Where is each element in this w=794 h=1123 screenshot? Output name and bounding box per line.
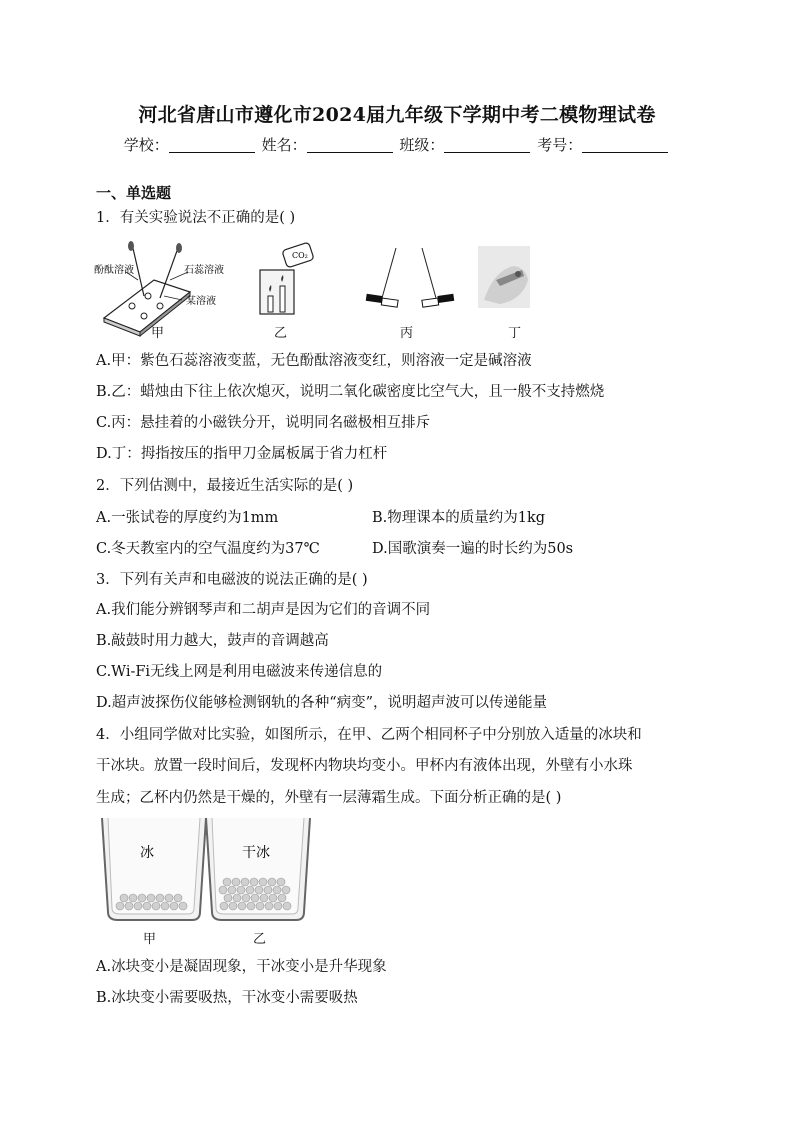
name-label: 姓名： (261, 136, 307, 154)
some-solution-label: 某溶液 (186, 296, 216, 307)
q4-caption-jia: 甲 (143, 932, 157, 947)
page-title: 河北省唐山市遵化市2024届九年级下学期中考二模物理试卷 (138, 104, 656, 126)
litmus-label: 石蕊溶液 (184, 265, 224, 276)
q2-option-d: D.国歌演奏一遍的时长约为50s (372, 541, 574, 557)
q4-option-a: A.冰块变小是凝固现象，干冰变小是升华现象 (96, 959, 387, 975)
co2-label: CO₂ (292, 251, 308, 260)
q1-option-b: B.乙：蜡烛由下往上依次熄灭，说明二氧化碳密度比空气大，且一般不支持燃烧 (96, 384, 605, 400)
q1-option-c: C.丙：悬挂着的小磁铁分开，说明同名磁极相互排斥 (96, 415, 431, 431)
nail-clipper-photo (478, 246, 530, 308)
q3-option-c: C.Wi-Fi无线上网是利用电磁波来传递信息的 (96, 664, 383, 680)
q4-stem-line1: 4．小组同学做对比实验，如图所示，在甲、乙两个相同杯子中分别放入适量的冰块和 (96, 727, 642, 743)
q2-stem: 2．下列估测中，最接近生活实际的是( ) (96, 478, 354, 494)
ice-label: 冰 (140, 845, 154, 861)
q2-option-a: A.一张试卷的厚度约为1mm (96, 510, 279, 526)
q1-caption-jia: 甲 (151, 326, 165, 341)
q3-stem: 3．下列有关声和电磁波的说法正确的是( ) (96, 572, 368, 588)
q3-option-b: B.敲鼓时用力越大，鼓声的音调越高 (96, 633, 329, 649)
q4-stem-line2: 干冰块。放置一段时间后，发现杯内物块均变小。甲杯内有液体出现，外壁有小水珠 (96, 758, 633, 774)
dry-ice-label: 干冰 (242, 845, 270, 861)
q4-option-b: B.冰块变小需要吸热，干冰变小需要吸热 (96, 990, 358, 1006)
candle-beaker-diagram (260, 242, 314, 314)
name-blank[interactable] (307, 138, 393, 153)
q1-caption-yi: 乙 (274, 326, 288, 341)
ice-cup-diagram (102, 818, 206, 920)
q4-caption-yi: 乙 (253, 932, 267, 947)
q3-option-d: D.超声波探伤仪能够检测钢轨的各种“病变”，说明超声波可以传递能量 (96, 695, 548, 711)
q1-stem: 1．有关实验说法不正确的是( ) (96, 210, 296, 226)
class-label: 班级： (399, 136, 445, 154)
q2-option-c: C.冬天教室内的空气温度约为37℃ (96, 541, 320, 557)
q1-caption-bing: 丙 (400, 326, 414, 341)
class-blank[interactable] (444, 138, 530, 153)
dry-ice-cup-diagram (206, 818, 310, 920)
q1-option-a: A.甲：紫色石蕊溶液变蓝，无色酚酞溶液变红，则溶液一定是碱溶液 (96, 353, 532, 369)
number-blank[interactable] (582, 138, 668, 153)
number-label: 考号： (537, 136, 583, 154)
school-blank[interactable] (169, 138, 255, 153)
q1-option-d: D.丁：拇指按压的指甲刀金属板属于省力杠杆 (96, 446, 388, 462)
q4-stem-line3: 生成；乙杯内仍然是干燥的，外壁有一层薄霜生成。下面分析正确的是( ) (96, 790, 562, 806)
q1-caption-ding: 丁 (508, 326, 522, 341)
q4-figure (96, 812, 316, 924)
hanging-magnets-diagram (366, 248, 455, 307)
section-heading: 一、单选题 (96, 184, 172, 202)
q2-option-b: B.物理课本的质量约为1kg (372, 510, 546, 526)
student-info-row (0, 134, 794, 155)
school-label: 学校： (123, 136, 169, 154)
q3-option-a: A.我们能分辨钢琴声和二胡声是因为它们的音调不同 (96, 602, 431, 618)
phenol-label: 酚酞溶液 (94, 265, 134, 276)
